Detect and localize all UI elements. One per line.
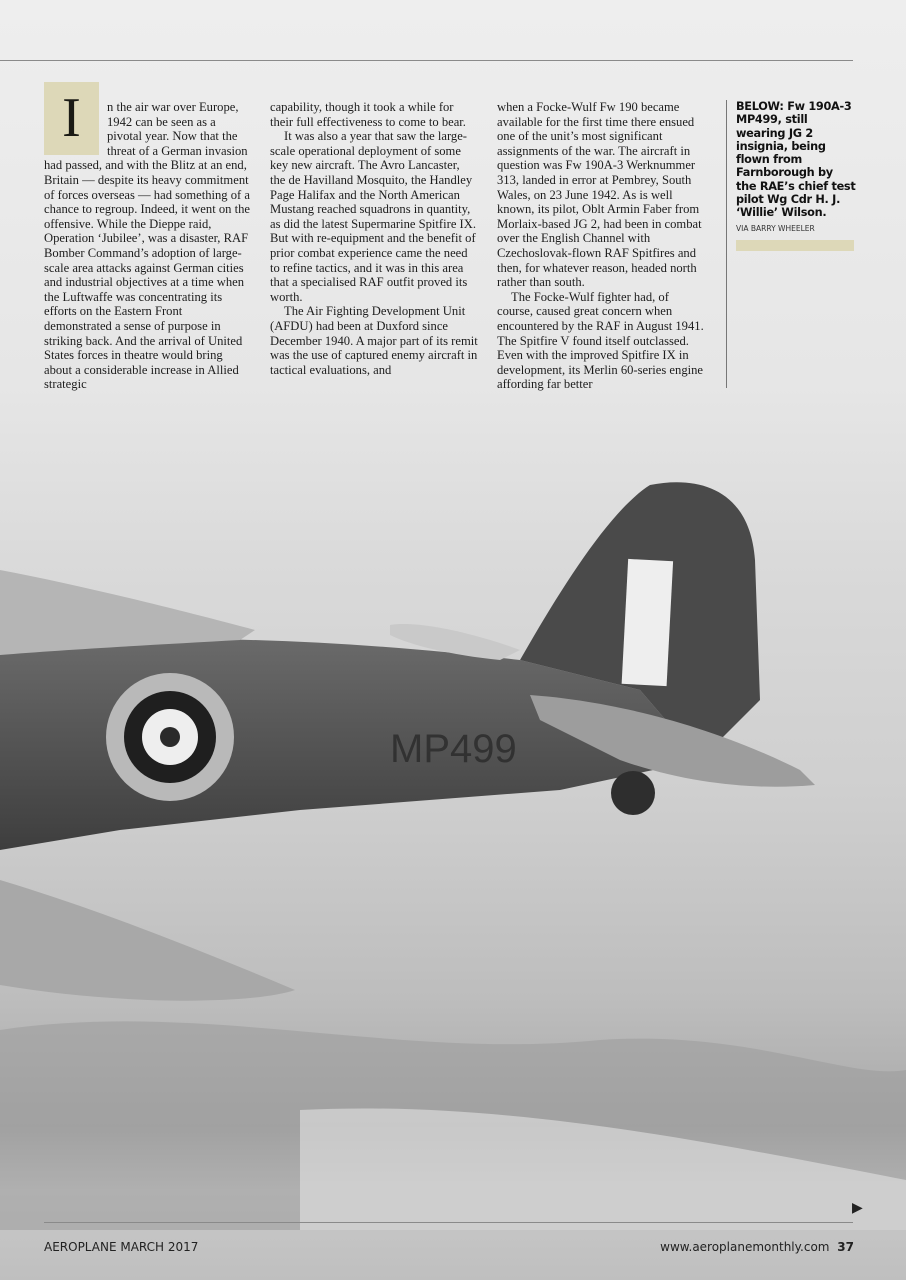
- footer-publication: AEROPLANE MARCH 2017: [44, 1240, 199, 1254]
- next-page-arrow-icon: ▶: [852, 1201, 863, 1216]
- aircraft-serial: MP499: [390, 727, 517, 771]
- caption-text: BELOW: Fw 190A-3 MP499, still wearing JG 2 insignia, being flown from Farnborough by the RAE’s chief test pilot Wg Cdr H. J. ‘Willie’ Wilson.: [736, 100, 856, 220]
- photo-caption: [736, 100, 856, 235]
- paragraph: It was also a year that saw the large-scale operational deployment of some key new aircraft. The Avro Lancaster, the de Havilland Mosquito, the Handley Page Halifax and the North American Mustang reached squadrons in quantity, as did the latest Supermarine Spitfire IX. But with re-equipment and the benefit of prior combat experience came the need to refine tactics, and it was in this area that a specialised RAF outfit proved its worth.: [270, 129, 476, 304]
- article-column-1: [44, 87, 252, 392]
- footer-website[interactable]: www.aeroplanemonthly.com: [660, 1240, 830, 1254]
- page-number: 37: [837, 1240, 854, 1254]
- caption-accent-bar: [736, 240, 854, 251]
- photo-credit: VIA BARRY WHEELER: [736, 223, 815, 233]
- article-column-2: [270, 100, 478, 377]
- drop-cap: I: [44, 82, 99, 155]
- paragraph: n the air war over Europe, 1942 can be seen as a pivotal year. Now that the threat of a German invasion had passed, and with the Blitz at an end, Britain — despite its heavy commitment of forces overseas — had something of a chance to regroup. Indeed, it went on the offensive. While the Dieppe raid, Operation ‘Jubilee’, was a disaster, RAF Bomber Command’s adoption of large-scale area attacks against German cities and industrial objectives at a time when the Luftwaffe was concentrating its efforts on the Eastern Front demonstrated a sense of purpose in striking back. And the arrival of United States forces in theatre would bring about a considerable increase in Allied strategic: [44, 100, 250, 392]
- caption-divider: [726, 100, 727, 388]
- article-column-3: [497, 100, 705, 392]
- footer-rule: [44, 1222, 853, 1223]
- paragraph: The Air Fighting Development Unit (AFDU) had been at Duxford since December 1940. A major part of its remit was the use of captured enemy aircraft in tactical evaluations, and: [270, 304, 478, 377]
- paragraph: when a Focke-Wulf Fw 190 became available for the first time there ensued one of the unit’s most significant assignments of the war. The aircraft in question was Fw 190A-3 Werknummer 313, landed in error at Pembrey, South Wales, on 23 June 1942. As is well known, its pilot, Oblt Armin Faber from Morlaix-based JG 2, had been in combat over the English Channel with Czechoslovak-flown RAF Spitfires and then, for whatever reason, headed north rather than south.: [497, 100, 702, 290]
- footer-right: [660, 1240, 854, 1254]
- paragraph: capability, though it took a while for their full effectiveness to come to bear.: [270, 100, 466, 129]
- top-rule: [0, 60, 853, 61]
- paragraph: The Focke-Wulf fighter had, of course, caused great concern when encountered by the RAF in August 1941. The Spitfire V found itself outclassed. Even with the improved Spitfire IX in development, its Merlin 60-series engine affording far better: [497, 289, 704, 392]
